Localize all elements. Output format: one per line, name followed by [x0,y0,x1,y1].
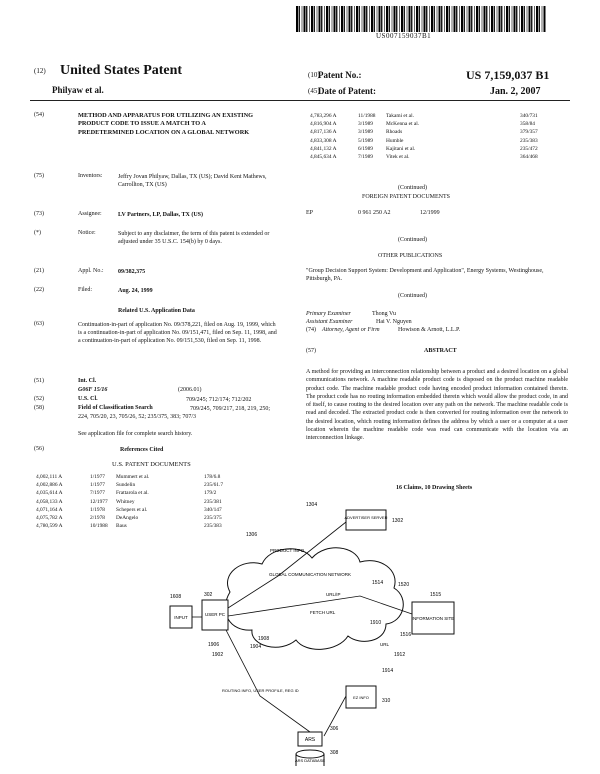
reference-no: 4,780,599 A [36,523,63,530]
barcode-bar [299,6,300,32]
barcode-bar [467,6,468,32]
barcode-bar [464,6,465,32]
barcode-bar [454,6,456,32]
inventors-value: Jeffry Jovan Philyaw, Dallas, TX (US); David Kent Mathews, Carrollton, TX (US) [118,174,267,189]
network-cloud [225,548,403,650]
barcode-bar [386,6,388,32]
reference-name: Vitek et al. [386,154,410,160]
reference-no: 4,845,634 A [310,154,337,160]
assistant-value: Hai V. Nguyen [376,319,412,325]
reference-no: 4,833,308 A [310,137,337,144]
barcode-bar [424,6,426,32]
barcode-bar [527,6,528,32]
barcode-bar [469,6,471,32]
barcode-bar [339,6,340,32]
barcode-bar [534,6,535,32]
barcode-bar [524,6,525,32]
barcode-bar [319,6,321,32]
barcode-bar [422,6,423,32]
barcode-bar [356,6,358,32]
reference-name: McKenna et al. [386,121,420,128]
barcode-bar [446,6,448,32]
barcode-bar [509,6,510,32]
ez-info-label: EZ INFO [353,695,369,700]
information-site-label: INFORMATION SITE [411,616,455,621]
uscl-label: U.S. Cl. [78,396,98,402]
continued-1: (Continued) [398,185,427,191]
barcode-bar [296,6,298,32]
barcode-bar [504,6,505,32]
barcode-bar [439,6,441,32]
barcode-bar [452,6,453,32]
ref-1906: 1906 [208,642,220,648]
barcode-bar [482,6,483,32]
kind-number: (12) [34,67,46,75]
reference-date: 11/1988 [358,113,376,119]
filed-label: Filed: [78,287,93,293]
url-ip-label: URL/IP [326,592,341,597]
filed-value: Aug. 24, 1999 [118,288,153,294]
date-code: (45) [308,87,320,95]
ref-302: 302 [204,592,213,598]
related-heading: Related U.S. Application Data [118,308,195,314]
reference-no: 4,841,132 A [310,145,337,152]
ref-1914: 1914 [382,668,394,674]
network-figure [160,496,480,766]
reference-date: 6/1989 [358,145,373,152]
reference-cls: 358/84 [520,121,535,128]
barcode-bar [414,6,415,32]
field-label: Field of Classification Search [78,405,153,411]
assistant-label: Assistant Examiner [306,319,353,325]
barcode-bar [476,6,478,32]
barcode-bar [369,6,370,32]
barcode-bar [484,6,486,32]
abstract-text: A method for providing an interconnection relationship between a product and a desired location on a global communications network. A machine readable product code is disposed on the product machine readable product code. The machine readable product code having encoded product information contained therein. The product code has no routing information embedded therein which would allow the product code, in and of itself, to cause routing to the desired location over any path on the network. The machine readable code is read and decoded. The extracted product code is then converted for routing information over the network to the desired location, which routing information defines the address by which a user or a computer at a user location wherein the machine readable code was read can communicate with the location via an interconnection linkage. [306,369,568,442]
assignee-label: Assignee: [78,211,102,217]
reference-cls: 235/381 [204,498,222,505]
network-label: GLOBAL COMMUNICATION NETWORK [268,572,352,577]
advertiser-server-box [346,510,386,530]
examiner-label: Primary Examiner [306,311,351,317]
barcode-bar [407,6,408,32]
notice-label: Notice: [78,230,96,236]
ref-1902: 1902 [212,652,224,658]
barcode-bar [459,6,460,32]
reference-name: Frattarola et al. [116,490,149,497]
reference-date: 10/1988 [90,523,108,530]
barcode-bar [302,6,303,32]
barcode-bar [366,6,367,32]
reference-cls: 235/383 [520,137,538,144]
reference-name: Takami et al. [386,113,414,119]
field-value: 709/245, 709/217, 218, 219, 250; 224, 705/20, 23, 705/26, 52; 235/375, 383; 707/3 [78,406,271,421]
barcode-bar [341,6,343,32]
reference-cls: 340/147 [204,506,222,513]
barcode-bar [389,6,390,32]
barcode-bar [404,6,405,32]
notice-code: (*) [34,230,41,236]
barcode-bar [536,6,538,32]
barcode-bar [392,6,393,32]
refs-code: (56) [34,446,44,452]
barcode-bar [354,6,355,32]
attorney-label: Attorney, Agent or Firm [322,327,380,333]
barcode-bar [411,6,412,32]
foreign-date: 12/1999 [420,210,440,216]
barcode-bar [506,6,508,32]
barcode-bar [441,6,442,32]
uscl-code: (52) [34,396,44,402]
barcode-bar [396,6,397,32]
invention-title: METHOD AND APPARATUS FOR UTILIZING AN EXISTING PRODUCT CODE TO ISSUE A MATCH TO A PREDETERMINED LOCATION ON A GLOBAL NETWORK [78,112,254,136]
reference-date: 1/1977 [90,474,105,480]
barcode-bar [317,6,318,32]
related-code: (63) [34,321,44,327]
reference-name: Rhoads [386,129,403,136]
claims-line: 16 Claims, 10 Drawing Sheets [396,485,473,491]
barcode-bar [512,6,513,32]
reference-name: Humble [386,137,404,144]
foreign-country: EP [306,210,314,216]
abstract-code: (57) [306,348,316,354]
header-rule [30,100,570,101]
product-info-label: PRODUCT INFO [270,548,305,553]
barcode-bar [394,6,396,32]
reference-cls: 235/61.7 [204,482,224,489]
appl-value: 09/382,375 [118,269,146,275]
barcode [296,6,546,32]
barcode-bar [349,6,351,32]
examiner-value: Thong Vu [372,311,397,317]
ref-1520: 1520 [398,582,410,588]
barcode-bar [514,6,516,32]
barcode-bar [364,6,366,32]
barcode-bar [434,6,435,32]
barcode-bar [501,6,502,32]
reference-date: 1/1977 [90,482,105,489]
refs-subheading: U.S. PATENT DOCUMENTS [112,461,191,468]
reference-name: DeAngelo [116,515,139,521]
barcode-bar [531,6,532,32]
appl-label: Appl. No.: [78,268,104,274]
barcode-bar [377,6,378,32]
other-heading: OTHER PUBLICATIONS [378,253,443,259]
barcode-bar [516,6,517,32]
ref-1515: 1515 [430,592,442,598]
other-publication: "Group Decision Support System: Development and Application", Energy Systems, Westinghouse, Pittsburgh, PA. [306,268,544,283]
intcl-year: (2006.01) [178,387,202,393]
fetch-url-label: FETCH URL [310,610,336,615]
patent-number: US 7,159,037 B1 [466,68,550,82]
foreign-heading: FOREIGN PATENT DOCUMENTS [362,194,451,200]
appl-code: (21) [34,268,44,274]
ref-1908: 1908 [258,636,270,642]
ref-1904: 1904 [250,644,262,650]
reference-date: 3/1989 [358,121,373,128]
patent-no-code: (10) [308,71,320,79]
reference-no: 4,817,136 A [310,129,337,136]
barcode-bar [544,6,546,32]
barcode-bar [497,6,498,32]
reference-no: 4,071,164 A [36,506,63,513]
ref-1516: 1516 [400,632,412,638]
database-top [296,750,324,758]
reference-name: Kajitani et al. [386,145,416,152]
reference-cls: 235/375 [204,515,222,521]
barcode-bar [471,6,472,32]
reference-no: 4,075,782 A [36,515,63,521]
ref-1608: 1608 [170,594,182,600]
url-label: URL [380,642,390,647]
barcode-bar [384,6,385,32]
notice-value: Subject to any disclaimer, the term of this patent is extended or adjusted under 35 U.S.C. 154(b) by 0 days. [118,231,270,246]
barcode-bar [314,6,315,32]
patent-no-label: Patent No.: [318,70,362,80]
barcode-bar [542,6,543,32]
reference-date: 2/1978 [90,515,105,521]
reference-cls: 364/468 [520,154,538,160]
reference-cls: 379/357 [520,129,538,136]
inventors-code: (75) [34,173,44,179]
barcode-bar [381,6,382,32]
database-label: ARS DATABASE [294,758,326,763]
abstract-heading: ABSTRACT [424,348,457,354]
user-pc-label: USER PC [204,612,226,617]
barcode-bar [431,6,433,32]
barcode-bar [344,6,345,32]
reference-no: 4,002,886 A [36,482,63,489]
barcode-bar [489,6,490,32]
barcode-bar [379,6,381,32]
barcode-bar [426,6,427,32]
attorney-code: (74) [306,327,316,333]
reference-date: 3/1989 [358,129,373,136]
barcode-bar [416,6,418,32]
ref-306: 306 [330,726,339,732]
barcode-bar [409,6,411,32]
barcode-bar [321,6,322,32]
barcode-bar [449,6,450,32]
barcode-bar [474,6,475,32]
routing-label: ROUTING INFO, USER PROFILE, REG ID [222,688,299,693]
barcode-bar [499,6,501,32]
barcode-bar [519,6,520,32]
reference-date: 1/1978 [90,506,105,513]
reference-name: Whitney [116,498,135,505]
intcl-code: (51) [34,378,44,384]
barcode-bar [461,6,463,32]
barcode-bar [494,6,495,32]
advertiser-server-label: ADVERTISER SERVER [344,515,388,520]
field-note: See application file for complete search history. [78,431,193,437]
inventor-short-name: Philyaw et al. [52,85,104,95]
field-code: (58) [34,405,44,411]
assignee-code: (73) [34,211,44,217]
barcode-bar [419,6,420,32]
barcode-bar [529,6,531,32]
title-code: (54) [34,112,44,118]
reference-no: 4,002,111 A [36,474,63,480]
uscl-value: 709/245; 712/174; 712/202 [186,397,252,403]
barcode-bar [332,6,333,32]
related-value: Continuation-in-part of application No. 09/378,221, filed on Aug. 19, 1999, which is a continuation-in-part of application No. 09/151,471, filed on Sep. 11, 1998, and a continuation-in-part of application No. 09/151,530, filed on Sep. 11, 1998. [78,322,277,345]
barcode-bar [371,6,373,32]
barcode-bar [336,6,337,32]
foreign-number: 0 961 250 A2 [358,210,391,216]
inventors-label: Inventors: [78,173,103,179]
barcode-bar [362,6,363,32]
reference-no: 4,783,296 A [310,113,337,119]
refs-heading: References Cited [120,447,164,453]
barcode-bar [351,6,352,32]
barcode-bar [329,6,330,32]
date-label: Date of Patent: [318,86,376,96]
reference-no: 4,816,904 A [310,121,337,128]
intcl-label: Int. Cl. [78,378,97,384]
barcode-bar [374,6,375,32]
intcl-code-value: G06F 15/16 [78,387,108,393]
barcode-bar [444,6,445,32]
assignee-value: LV Partners, LP, Dallas, TX (US) [118,212,204,218]
reference-date: 12/1977 [90,498,108,505]
reference-name: Sundelin [116,482,136,489]
ref-1912: 1912 [394,652,406,658]
reference-cls: 340/731 [520,113,538,119]
barcode-bar [309,6,310,32]
barcode-bar [399,6,400,32]
barcode-bar [359,6,360,32]
patent-office-title: United States Patent [60,63,183,78]
attorney-value: Howison & Arnott, L.L.P. [398,327,461,333]
ref-308: 308 [330,750,339,756]
barcode-bar [429,6,430,32]
barcode-bar [347,6,348,32]
reference-date: 7/1989 [358,154,373,160]
patent-date: Jan. 2, 2007 [490,86,541,97]
barcode-bar [311,6,313,32]
barcode-bar [479,6,480,32]
ref-1302: 1302 [392,518,404,524]
barcode-bar [334,6,336,32]
barcode-bar [306,6,307,32]
ref-1306: 1306 [246,532,258,538]
reference-name: Schepers et al. [116,506,148,513]
input-label: INPUT [174,615,188,620]
reference-cls: 179/2 [204,490,217,497]
reference-cls: 235/383 [204,523,222,530]
barcode-bar [326,6,328,32]
barcode-bar [486,6,487,32]
barcode-bar [401,6,403,32]
reference-no: 4,035,614 A [36,490,63,497]
reference-no: 4,058,133 A [36,498,63,505]
reference-cls: 235/472 [520,145,538,152]
reference-cls: 178/6.8 [204,474,221,480]
reference-name: Mummert et al. [116,474,150,480]
barcode-bar [491,6,493,32]
barcode-bar [456,6,457,32]
ref-310: 310 [382,698,391,704]
barcode-bar [521,6,523,32]
barcode-bar [324,6,325,32]
barcode-number: US007159037B1 [376,32,432,40]
continued-2: (Continued) [398,237,427,243]
ars-label: ARS [304,737,316,743]
reference-date: 7/1977 [90,490,105,497]
barcode-bar [539,6,540,32]
ref-1910: 1910 [370,620,382,626]
ref-1514: 1514 [372,580,384,586]
barcode-bar [437,6,438,32]
reference-name: Baus [116,523,127,530]
filed-code: (22) [34,287,44,293]
continued-3: (Continued) [398,293,427,299]
ref-1304: 1304 [306,502,318,508]
barcode-bar [304,6,306,32]
reference-date: 5/1989 [358,137,373,144]
